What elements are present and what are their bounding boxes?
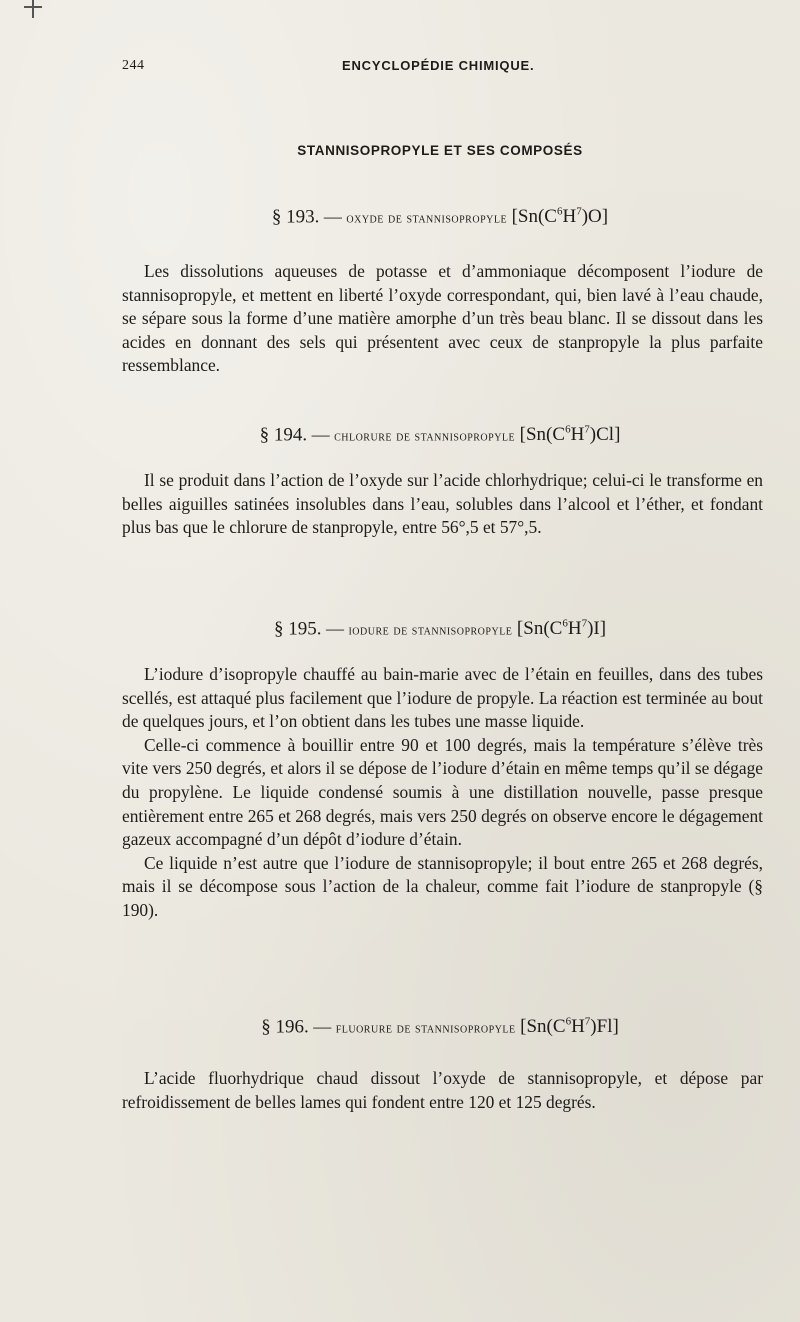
compound-name: oxyde de stannisopropyle: [346, 210, 508, 227]
chemical-formula: $[Sn(C^6H^7)Fl]$: [520, 1016, 619, 1038]
paragraph: Ce liquide n’est autre que l’iodure de stannisopropyle; il bout entre 265 et 268 degrés, mais il se décompose sous l’action de la chaleur, comme fait l’iodure de stanpropyle (§ 190).: [122, 852, 763, 920]
section-number: § 193.: [271, 206, 320, 228]
section-body-194: [122, 469, 763, 540]
heading-dash: —: [313, 1016, 332, 1037]
page-number: 244: [122, 58, 145, 73]
running-head: ENCYCLOPÉDIE CHIMIQUE.: [342, 58, 535, 73]
paragraph: Les dissolutions aqueuses de potasse et d’ammoniaque décomposent l’iodure de stannisopropyle, et mettent en liberté l’oxyde correspondant, qui, bien lavé à l’eau chaude, se sépare sous la forme d’une matière amorphe d’un très beau blanc. Il se dissout dans les acides en donnant des sels qui présentent avec ceux de stanpropyle la plus parfaite ressemblance.: [122, 261, 763, 376]
section-heading-196: [0, 1016, 800, 1038]
paragraph: Celle-ci commence à bouillir entre 90 et 100 degrés, mais la température s’élève très vite vers 250 degrés, et alors il se dépose de l’iodure d’étain en même temps qu’il se dégage du propylène. Le liquide condensé soumis à une distillation nouvelle, passe presque entièrement entre 265 et 268 degrés, mais vers 250 degrés on observe encore le dégagement gazeux accompagné d’un dépôt d’iodure d’étain.: [122, 734, 763, 850]
compound-name: iodure de stannisopropyle: [348, 622, 513, 639]
section-number: § 195.: [273, 618, 322, 640]
registration-mark-icon: [24, 0, 42, 18]
section-body-195: [122, 663, 763, 923]
section-number: § 196.: [261, 1016, 309, 1038]
section-heading-195: [0, 618, 800, 640]
section-body-193: [122, 260, 763, 378]
page-header: [122, 58, 762, 80]
paragraph: Il se produit dans l’action de l’oxyde sur l’acide chlorhydrique; celui-ci le transforme en belles aiguilles satinées insolubles dans l’eau, solubles dans l’alcool et l’éther, et fondant plus bas que le chlorure de stanpropyle, entre 56°,5 et 57°,5.: [122, 470, 763, 538]
paragraph: L’iodure d’isopropyle chauffé au bain-marie avec de l’étain en feuilles, dans des tubes scellés, est attaqué plus facilement que l’iodure de propyle. La réaction est terminée au bout de quelques jours, et l’on obtient dans les tubes une masse liquide.: [122, 664, 763, 732]
section-heading-193: [0, 206, 800, 228]
heading-dash: —: [323, 206, 342, 227]
heading-dash: —: [325, 618, 344, 639]
heading-dash: —: [311, 424, 330, 445]
section-heading-194: [0, 424, 800, 446]
compound-name: fluorure de stannisopropyle: [335, 1020, 516, 1037]
compound-name: chlorure de stannisopropyle: [334, 428, 516, 445]
section-number: § 194.: [259, 424, 308, 446]
chemical-formula: $[Sn(C^6H^7)O]$: [511, 206, 609, 228]
section-title: STANNISOPROPYLE ET SES COMPOSÉS: [297, 143, 583, 158]
section-body-196: [122, 1067, 763, 1114]
paragraph: L’acide fluorhydrique chaud dissout l’oxyde de stannisopropyle, et dépose par refroidissement de belles lames qui fondent entre 120 et 125 degrés.: [122, 1068, 763, 1112]
chemical-formula: $[Sn(C^6H^7)Cl]$: [519, 424, 621, 446]
chemical-formula: $[Sn(C^6H^7)I]$: [516, 618, 607, 640]
